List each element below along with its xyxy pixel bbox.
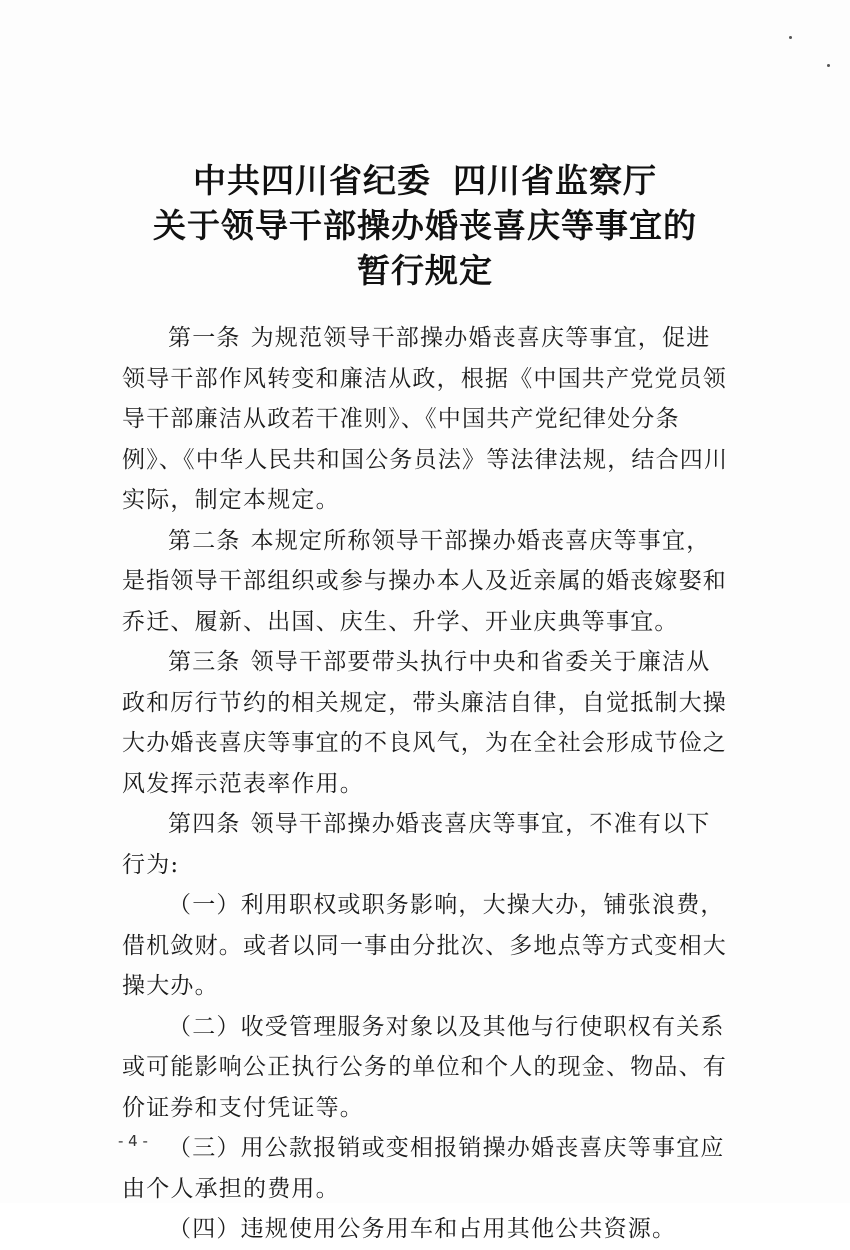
article-text: 为规范领导干部操办婚丧喜庆等事宜，促进领导干部作风转变和廉洁从政，根据《中国共产党党员领导干部廉洁从政若干准则》、《中国共产党纪律处分条例》、《中华人民共和国公务员法》等法律法规，结合四川实际，制定本规定。: [122, 325, 729, 513]
article-text: 领导干部要带头执行中央和省委关于廉洁从政和厉行节约的相关规定，带头廉洁自律，自觉抵制大操大办婚丧喜庆等事宜的不良风气，为在全社会形成节俭之风发挥示范表率作用。: [122, 649, 727, 797]
article-4: [122, 804, 732, 885]
article-label: 第四条: [168, 811, 241, 837]
article-label: 第二条: [168, 527, 241, 554]
title-issuer-2: 四川省监察厅: [453, 161, 657, 200]
article-text: 本规定所称领导干部操办婚丧喜庆等事宜，是指领导干部组织或参与操办本人及近亲属的婚丧嫁娶和乔迁、履新、出国、庆生、升学、开业庆典等事宜。: [122, 527, 727, 635]
title-issuer-1: 中共四川省纪委: [193, 161, 431, 200]
list-item-3: （三）用公款报销或变相报销操办婚丧喜庆等事宜应由个人承担的费用。: [122, 1135, 725, 1202]
article-2: [122, 521, 732, 643]
title-line-3: 暂行规定: [357, 251, 493, 290]
document-title: [0, 158, 850, 293]
scan-speck: [827, 64, 830, 67]
article-text: 领导干部操办婚丧喜庆等事宜，不准有以下行为:: [122, 811, 711, 878]
title-line-2: 关于领导干部操办婚丧喜庆等事宜的: [153, 206, 697, 245]
document-body: [122, 318, 732, 1250]
page-number: - 4 -: [118, 1132, 148, 1150]
article-3: [122, 642, 732, 804]
list-item-4: （四）违规使用公务用车和占用其他公共资源。: [168, 1216, 677, 1242]
article-label: 第三条: [168, 649, 241, 675]
title-line-1: [0, 158, 850, 203]
article-1: [122, 318, 732, 521]
scan-speck: [789, 36, 792, 39]
list-item-2: （二）收受管理服务对象以及其他与行使职权有关系或可能影响公正执行公务的单位和个人的现金、物品、有价证券和支付凭证等。: [122, 1013, 727, 1121]
article-label: 第一条: [168, 325, 241, 351]
list-item-1: （一）利用职权或职务影响，大操大办，铺张浪费，借机敛财。或者以同一事由分批次、多地点等方式变相大操大办。: [122, 892, 727, 999]
